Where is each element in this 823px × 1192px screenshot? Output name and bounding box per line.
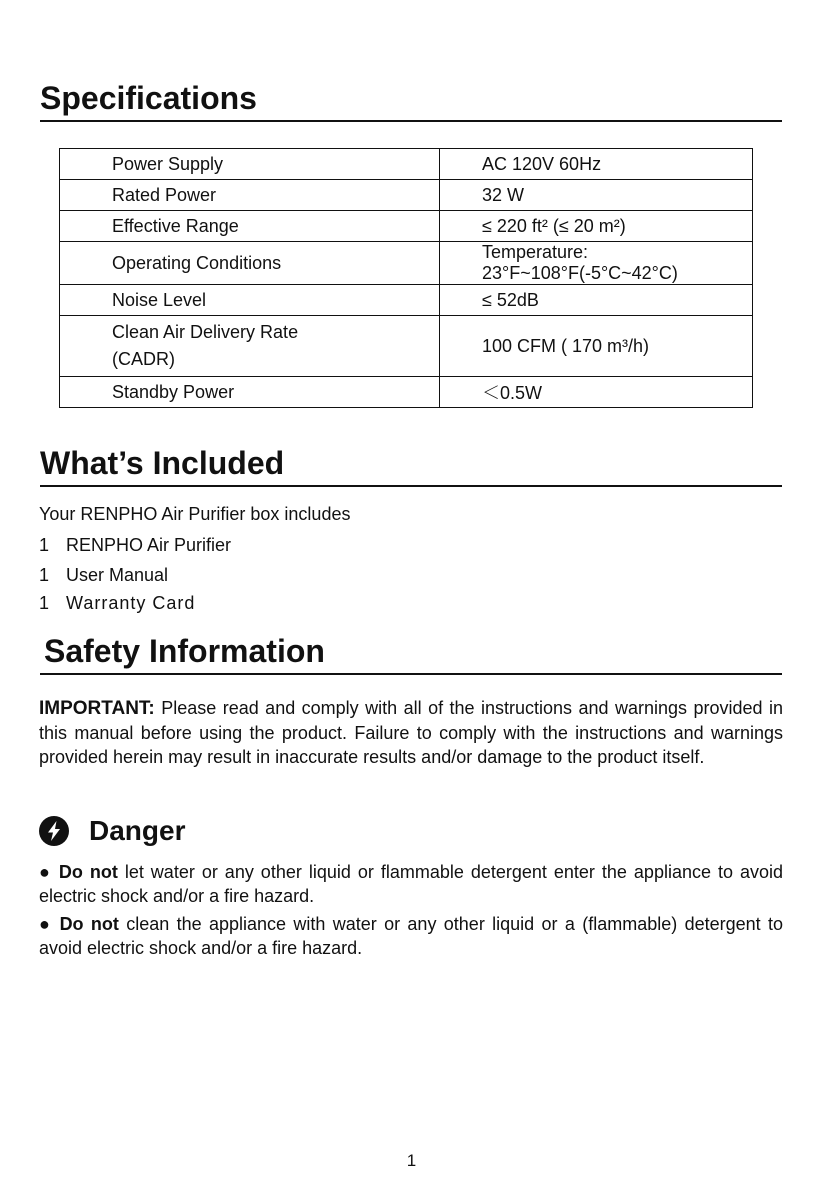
list-item bbox=[39, 534, 231, 556]
spec-value: Temperature: 23°F~108°F(-5°C~42°C) bbox=[440, 242, 753, 285]
spec-value: 32 W bbox=[440, 180, 753, 211]
spec-value: ≤ 52dB bbox=[440, 285, 753, 316]
lightning-bolt-icon bbox=[39, 816, 69, 846]
danger-item bbox=[39, 912, 783, 960]
table-row bbox=[60, 242, 753, 285]
item-quantity: 1 bbox=[39, 593, 51, 613]
danger-item bbox=[39, 860, 783, 908]
table-row bbox=[60, 377, 753, 408]
specifications-title: Specifications bbox=[40, 79, 782, 122]
included-intro: Your RENPHO Air Purifier box includes bbox=[39, 504, 351, 524]
spec-value: ＜0.5W bbox=[440, 377, 753, 408]
important-notice bbox=[39, 696, 783, 769]
danger-emphasis: Do not bbox=[58, 862, 118, 882]
spec-label: Power Supply bbox=[60, 149, 440, 180]
page-number: 1 bbox=[406, 1151, 417, 1170]
table-row bbox=[60, 180, 753, 211]
important-text: Please read and comply with all of the instructions and warnings provided in this manual before using the product. Failure to comply with the instructions and warnings provided herein may result in inaccurate results and/or damage to the product itself. bbox=[39, 698, 783, 767]
table-row bbox=[60, 211, 753, 242]
bullet: ● bbox=[39, 862, 52, 882]
danger-title: Danger bbox=[89, 815, 186, 846]
item-name: User Manual bbox=[66, 565, 169, 585]
whats-included-title: What’s Included bbox=[40, 444, 782, 487]
item-name: Warranty Card bbox=[66, 593, 196, 613]
spec-value: ≤ 220 ft² (≤ 20 m²) bbox=[440, 211, 753, 242]
spec-value: AC 120V 60Hz bbox=[440, 149, 753, 180]
spec-label: Effective Range bbox=[60, 211, 440, 242]
danger-text: clean the appliance with water or any other liquid or a (flammable) detergent to avoid electric shock and/or a fire hazard. bbox=[39, 914, 783, 958]
spec-label: Rated Power bbox=[60, 180, 440, 211]
spec-label: Operating Conditions bbox=[60, 242, 440, 285]
item-name: RENPHO Air Purifier bbox=[66, 535, 232, 555]
spec-label: Clean Air Delivery Rate (CADR) bbox=[60, 316, 440, 377]
specifications-table bbox=[59, 148, 753, 408]
item-quantity: 1 bbox=[39, 535, 50, 555]
spec-label: Noise Level bbox=[60, 285, 440, 316]
table-row bbox=[60, 149, 753, 180]
spec-value: 100 CFM ( 170 m³/h) bbox=[440, 316, 753, 377]
bullet: ● bbox=[39, 914, 53, 934]
spec-label: Standby Power bbox=[60, 377, 440, 408]
danger-heading bbox=[39, 813, 185, 849]
list-item bbox=[39, 564, 168, 586]
important-label: IMPORTANT: bbox=[39, 698, 155, 719]
danger-text: let water or any other liquid or flammable detergent enter the appliance to avoid electric shock and/or a fire hazard. bbox=[39, 862, 783, 906]
safety-information-title: Safety Information bbox=[40, 632, 782, 675]
table-row bbox=[60, 316, 753, 377]
list-item bbox=[39, 592, 195, 614]
danger-emphasis: Do not bbox=[59, 914, 119, 934]
item-quantity: 1 bbox=[39, 565, 50, 585]
table-row bbox=[60, 285, 753, 316]
